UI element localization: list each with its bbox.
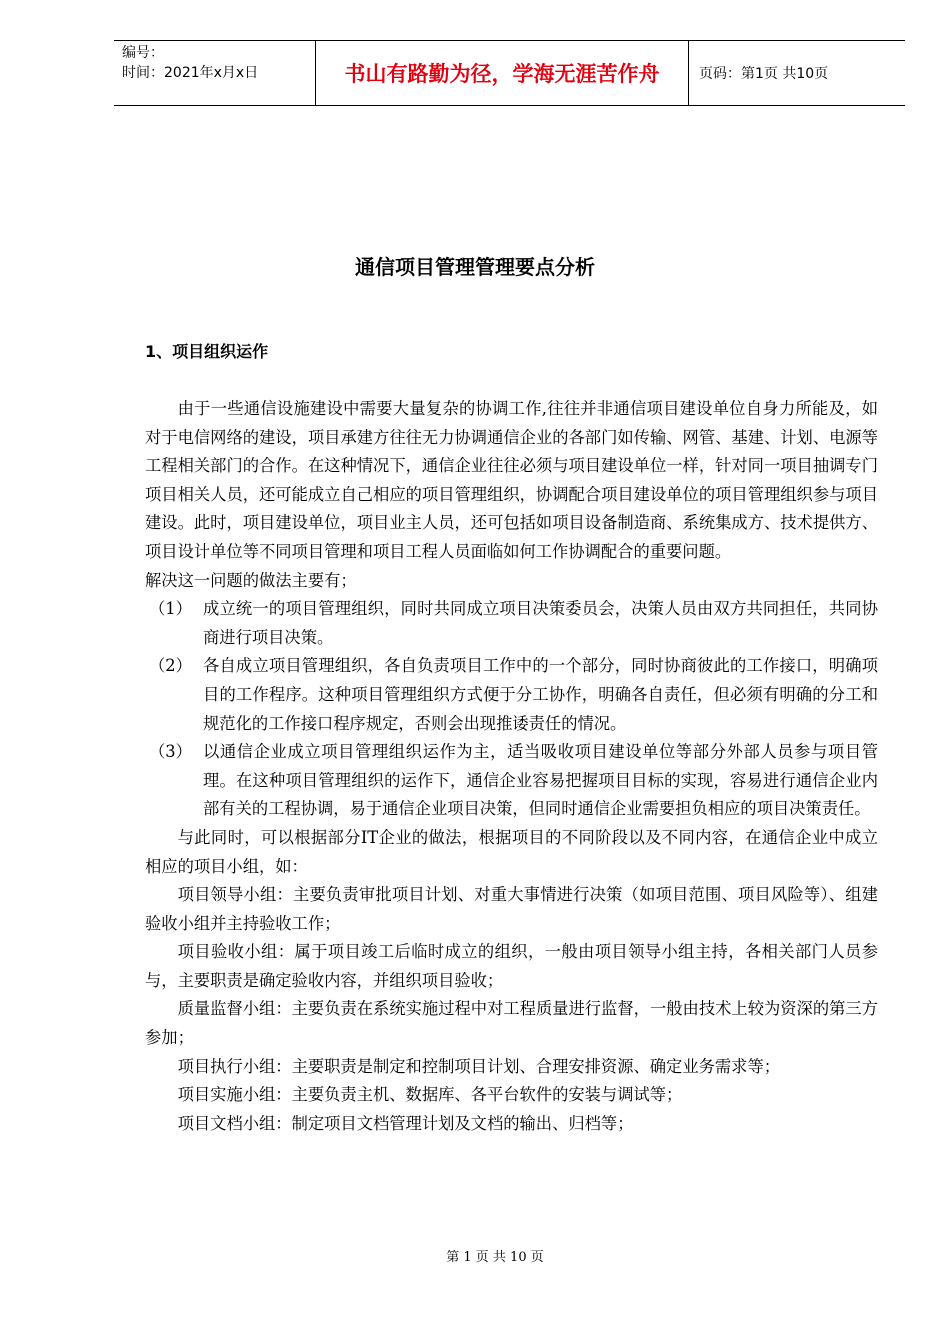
item-text: 以通信企业成立项目管理组织运作为主，适当吸收项目建设单位等部分外部人员参与项目管理。在这种项目管理组织的运作下，通信企业容易把握项目目标的实现，容易进行通信企业内部有关的工程协调，易于通信企业项目决策，但同时通信企业需要担负相应的项目决策责任。 [203,742,878,819]
section-heading: 1、项目组织运作 [145,342,269,361]
group-paragraph: 质量监督小组：主要负责在系统实施过程中对工程质量进行监督，一般由技术上较为资深的第三方参加； [145,999,878,1048]
group-paragraph: 项目验收小组：属于项目竣工后临时成立的组织，一般由项目领导小组主持，各相关部门人员参与，主要职责是确定验收内容，并组织项目验收； [145,942,878,990]
item-number: （2） [149,656,192,676]
page-footer: 第 1 页 共 10 页 [446,1250,544,1265]
item-text: 成立统一的项目管理组织，同时共同成立项目决策委员会，决策人员由双方共同担任，共同协商进行项目决策。 [203,599,878,647]
header-meta [114,41,315,105]
item-number: （3） [149,742,192,762]
paragraph: 解决这一问题的做法主要有； [145,570,357,590]
paragraph: 与此同时，可以根据部分IT企业的做法，根据项目的不同阶段以及不同内容，在通信企业中成立相应的项目小组，如： [145,827,878,876]
numbered-item [145,652,878,738]
item-text: 各自成立项目管理组织，各自负责项目工作中的一个部分，同时协商彼此的工作接口，明确项目的工作程序。这种项目管理组织方式便于分工协作，明确各自责任，但必须有明确的分工和规范化的工作接口程序规定，否则会出现推诿责任的情况。 [203,656,878,733]
document-time-label: 时间：2021年x月x日 [122,65,259,81]
page-header [114,40,905,106]
item-number: （1） [149,599,192,619]
numbered-item [145,738,878,824]
group-paragraph: 项目领导小组：主要负责审批项目计划、对重大事情进行决策（如项目范围、项目风险等）、组建验收小组并主持验收工作； [145,885,878,933]
document-number-label: 编号： [122,45,164,61]
group-paragraph: 项目执行小组：主要职责是制定和控制项目计划、合理安排资源、确定业务需求等； [177,1056,781,1076]
numbered-item [145,595,878,652]
document-body [145,395,878,1138]
group-paragraph: 项目实施小组：主要负责主机、数据库、各平台软件的安装与调试等； [177,1085,683,1105]
paragraph: 由于一些通信设施建设中需要大量复杂的协调工作,往往并非通信项目建设单位自身力所能及，如对于电信网络的建设，项目承建方往往无力协调通信企业的各部门如传输、网管、基建、计划、电源等工程相关部门的合作。在这种情况下，通信企业往往必须与项目建设单位一样，针对同一项目抽调专门项目相关人员，还可能成立自己相应的项目管理组织，协调配合项目建设单位的项目管理组织参与项目建设。此时，项目建设单位，项目业主人员，还可包括如项目设备制造商、系统集成方、技术提供方、项目设计单位等不同项目管理和项目工程人员面临如何工作协调配合的重要问题。 [145,399,878,561]
group-paragraph: 项目文档小组：制定项目文档管理计划及文档的输出、归档等； [177,1113,634,1133]
header-page-label: 页码：第1页 共10页 [699,66,829,82]
header-motto: 书山有路勤为径，学海无涯苦作舟 [315,41,689,105]
document-title: 通信项目管理管理要点分析 [355,255,595,279]
